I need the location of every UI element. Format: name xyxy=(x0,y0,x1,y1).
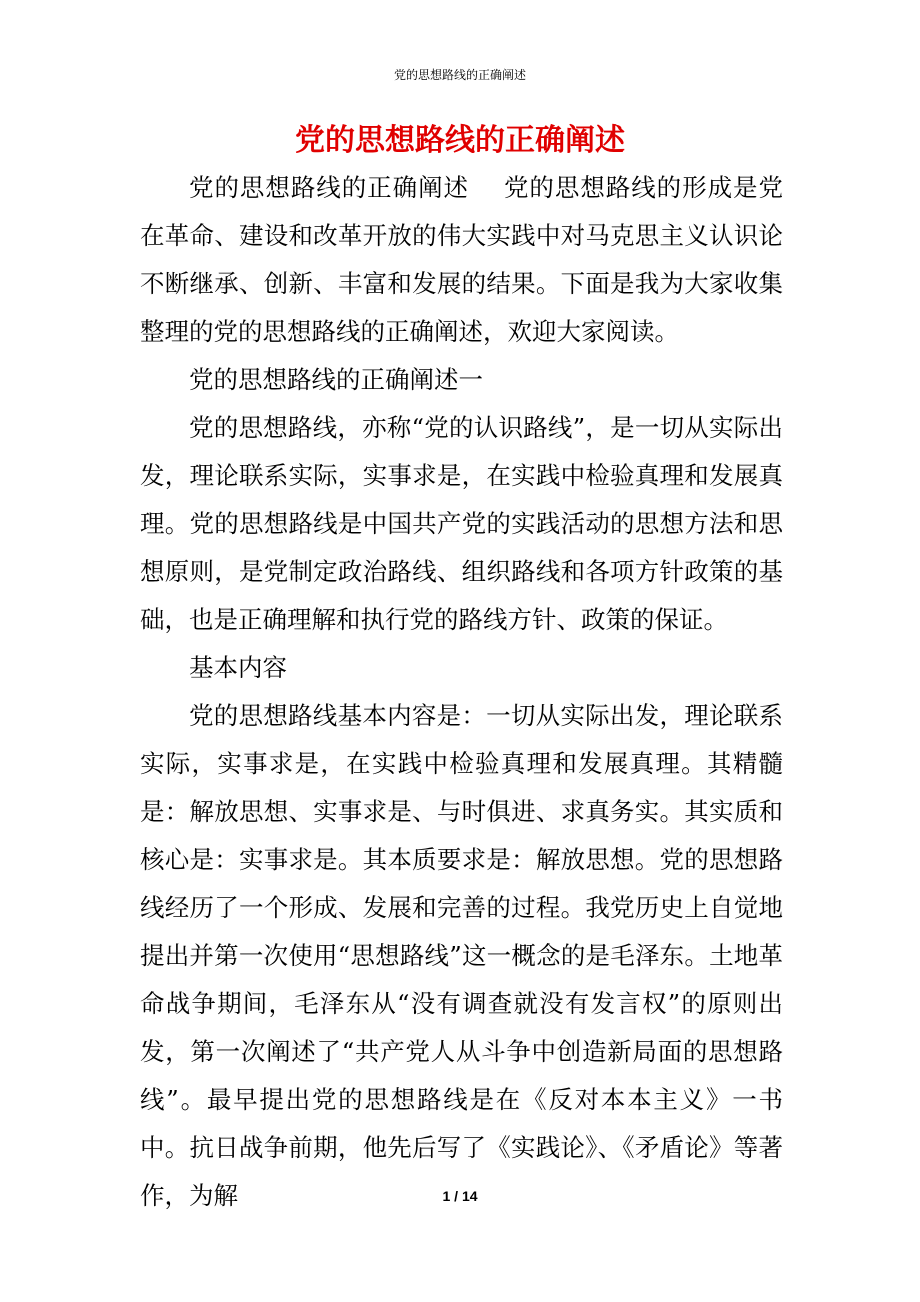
page-number: 1 / 14 xyxy=(442,1188,478,1204)
running-header: 党的思想路线的正确阐述 xyxy=(393,68,526,82)
body-paragraph: 党的思想路线，亦称“党的认识路线”，是一切从实际出发，理论联系实际，实事求是，在实践中检验真理和发展真理。党的思想路线是中国共产党的实践活动的思想方法和思想原则，是党制定政治路线、组织路线和各项方针政策的基础，也是正确理解和执行党的路线方针、政策的保证。 xyxy=(140,413,783,634)
document-body xyxy=(140,164,783,1220)
section-heading: 基本内容 xyxy=(189,653,287,682)
section-heading: 党的思想路线的正确阐述一 xyxy=(189,365,483,394)
body-paragraph: 党的思想路线基本内容是：一切从实际出发，理论联系实际，实事求是，在实践中检验真理和发展真理。其精髓是：解放思想、实事求是、与时俱进、求真务实。其实质和核心是：实事求是。其本质要求是：解放思想。党的思想路线经历了一个形成、发展和完善的过程。我党历史上自觉地提出并第一次使用“思想路线”这一概念的是毛泽东。土地革命战争期间，毛泽东从“没有调查就没有发言权”的原则出发，第一次阐述了“共产党人从斗争中创造新局面的思想路线”。最早提出党的思想路线是在《反对本本主义》一书中。抗日战争前期，他先后写了《实践论》、《矛盾论》等著作，为解 xyxy=(140,701,783,1210)
document-title: 党的思想路线的正确阐述 xyxy=(295,123,625,158)
body-paragraph: 党的思想路线的正确阐述 党的思想路线的形成是党在革命、建设和改革开放的伟大实践中对马克思主义认识论不断继承、创新、丰富和发展的结果。下面是我为大家收集整理的党的思想路线的正确阐述，欢迎大家阅读。 xyxy=(140,173,783,346)
